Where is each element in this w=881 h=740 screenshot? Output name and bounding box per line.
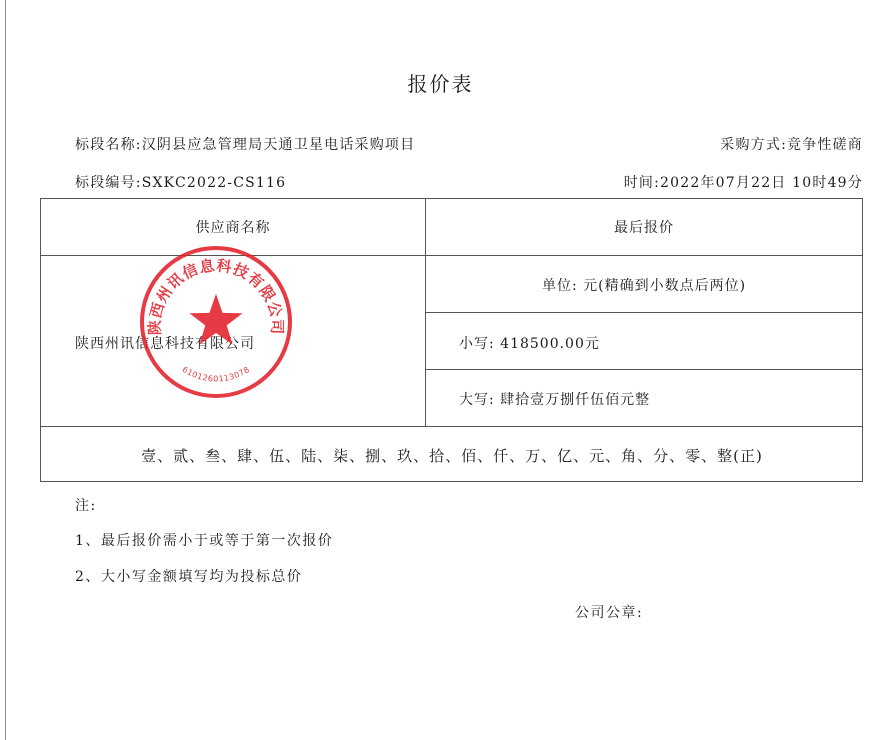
header-supplier: 供应商名称 — [195, 220, 271, 236]
numerals-divider — [41, 426, 863, 427]
lot-name: 标段名称:汉阴县应急管理局天通卫星电话采购项目 — [75, 137, 416, 153]
quote-time: 时间:2022年07月22日 10时49分 — [623, 175, 863, 191]
lower-divider — [425, 369, 863, 370]
lot-number: 标段编号:SXKC2022-CS116 — [75, 175, 287, 191]
seal-code: 6101260113078 — [180, 364, 252, 384]
header-price: 最后报价 — [614, 220, 674, 236]
page-left-edge — [5, 0, 6, 740]
lower-amount: 小写: 418500.00元 — [459, 336, 600, 352]
note-item-2: 2、大小写金额填写均为投标总价 — [75, 569, 303, 585]
unit-divider — [425, 312, 863, 313]
company-seal — [136, 242, 296, 402]
star-icon — [189, 294, 242, 345]
chinese-numerals: 壹、贰、叁、肆、伍、陆、柒、捌、玖、拾、佰、仟、万、亿、元、角、分、零、整(正) — [141, 447, 763, 465]
note-item-1: 1、最后报价需小于或等于第一次报价 — [75, 533, 334, 549]
supplier-name: 陕西州讯信息科技有限公司 — [75, 336, 255, 352]
notes-heading: 注: — [75, 498, 97, 514]
seal-label: 公司公章: — [575, 605, 644, 621]
page-title: 报价表 — [407, 72, 474, 96]
seal-text: 陕西州讯信息科技有限公司 — [145, 256, 287, 336]
unit-note: 单位: 元(精确到小数点后两位) — [541, 278, 747, 294]
procurement-method: 采购方式:竞争性磋商 — [720, 137, 863, 153]
upper-amount: 大写: 肆拾壹万捌仟伍佰元整 — [459, 392, 651, 408]
